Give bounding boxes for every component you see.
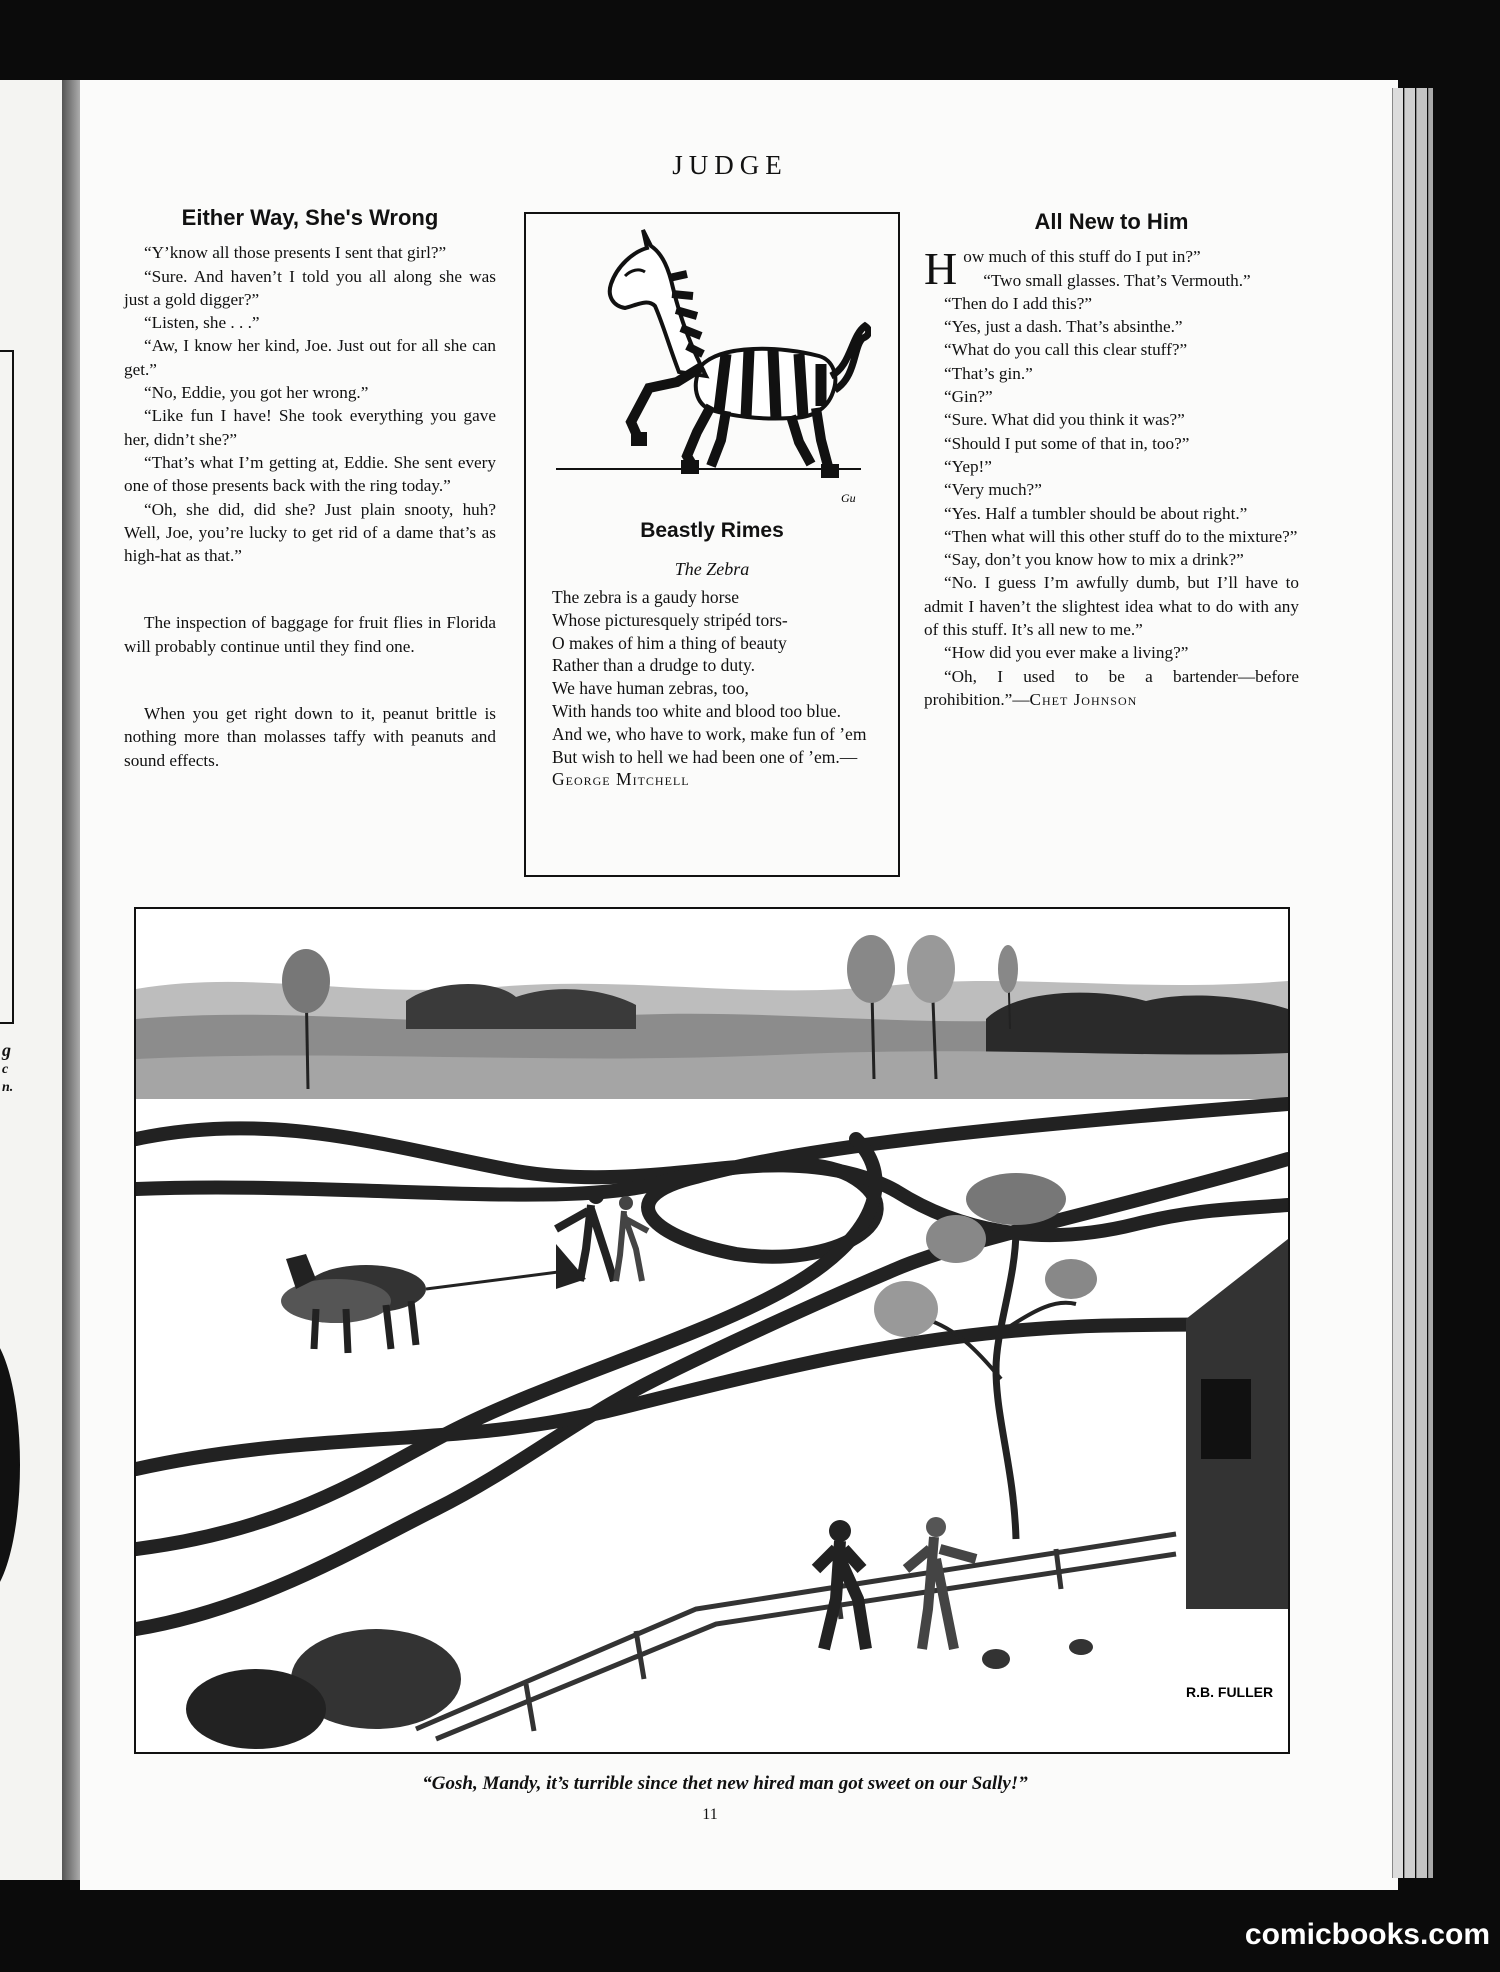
dialogue-line: “Sure. What did you think it was?” [944, 410, 1185, 430]
right-column-author: Chet Johnson [1029, 689, 1138, 709]
poem-line: Whose picturesquely stripéd tors- [552, 609, 788, 630]
poem-box [524, 212, 900, 877]
previous-page-artwork [0, 1330, 20, 1600]
dialogue-line: “Yes, just a dash. That’s absinthe.” [944, 317, 1183, 337]
filler-paragraph: The inspection of baggage for fruit flies in Florida will probably continue until they find one. [124, 613, 496, 656]
dialogue-line: “Like fun I have! She took everything you gave her, didn’t she?” [124, 406, 496, 449]
dialogue-line: “Very much?” [944, 480, 1042, 500]
poem-line: But wish to hell we had been one of ’em.— [552, 746, 858, 767]
dialogue-line: “Listen, she . . .” [144, 313, 260, 333]
dialogue-line: “No, Eddie, you got her wrong.” [144, 383, 369, 403]
page-stack-edge [1428, 88, 1433, 1878]
cartoon-caption: “Gosh, Mandy, it’s turrible since thet new hired man got sweet on our Sally!” [422, 1773, 1028, 1794]
poem-title: Beastly Rimes [640, 519, 784, 542]
dialogue-line: “Sure. And haven’t I told you all along she was just a gold digger?” [124, 266, 496, 309]
dialogue-line: “Say, don’t you know how to mix a drink?” [944, 550, 1244, 570]
poem-line: With hands too white and blood too blue. [552, 700, 841, 721]
dialogue-line: “How did you ever make a living?” [944, 643, 1189, 663]
dialogue-line: “Oh, she did, did she? Just plain snooty, huh? Well, Joe, you’re lucky to get rid of a dame that’s as high-hat as that.” [124, 499, 496, 566]
poem-line: The zebra is a gaudy horse [552, 587, 740, 607]
previous-page-fragment: c [2, 1062, 9, 1077]
right-column [924, 210, 1299, 711]
masthead: JUDGE [672, 150, 788, 180]
dialogue-line: “Then do I add this?” [944, 293, 1092, 313]
page-stack-edge [1404, 88, 1415, 1878]
cartoon-illustration [134, 907, 1290, 1754]
dialogue-line: “That’s what I’m getting at, Eddie. She sent every one of those presents back with the ring today.” [124, 452, 496, 496]
dialogue-line: “What do you call this clear stuff?” [944, 340, 1188, 360]
poem-line: We have human zebras, too, [552, 678, 749, 699]
dialogue-line: “Yes. Half a tumbler should be about right.” [944, 503, 1248, 523]
dialogue-line: “Then what will this other stuff do to the mixture?” [944, 526, 1298, 546]
poem-line: Rather than a drudge to duty. [552, 655, 755, 676]
dialogue-line: “Yep!” [944, 456, 992, 476]
poem-body [552, 586, 882, 791]
previous-page-fragment: g [2, 1040, 11, 1060]
right-column-title: All New to Him [1034, 209, 1189, 234]
drop-cap: H [924, 243, 958, 295]
page-stack-edge [1416, 88, 1427, 1878]
page-stack-edge [1392, 88, 1403, 1878]
dialogue-line: “No. I guess I’m awfully dumb, but I’ll have to admit I haven’t the slightest idea what to do with any of this stuff. It’s all new to me.” [924, 573, 1299, 640]
left-column [124, 206, 496, 772]
dialogue-line: “Should I put some of that in, too?” [944, 433, 1190, 453]
page-number: 11 [702, 1806, 718, 1823]
previous-page-frame [0, 350, 14, 1024]
dialogue-line: “Oh, I used to be a bartender—before prohibition.”— [924, 666, 1299, 709]
dialogue-line: “Two small glasses. That’s Vermouth.” [983, 270, 1251, 290]
poem-author: George Mitchell [552, 769, 690, 790]
poem-line: And we, who have to work, make fun of ’em [552, 723, 867, 744]
artist-signature: R.B. FULLER [1186, 1684, 1274, 1700]
dialogue-line: “Y’know all those presents I sent that girl?” [144, 243, 447, 263]
dialogue-line: “Aw, I know her kind, Joe. Just out for all she can get.” [124, 336, 496, 379]
previous-page-fragment: n. [2, 1080, 14, 1095]
filler-paragraph: When you get right down to it, peanut brittle is nothing more than molasses taffy with peanuts and sound effects. [124, 704, 496, 770]
site-watermark: comicbooks.com [1244, 1918, 1490, 1951]
dialogue-line: “Gin?” [944, 387, 993, 407]
artist-mark: Gu [841, 491, 856, 505]
left-column-title: Either Way, She's Wrong [181, 205, 439, 230]
dialogue-first-line: ow much of this stuff do I put in?” [963, 247, 1201, 267]
dialogue-line: “That’s gin.” [944, 363, 1033, 383]
poem-line: O makes of him a thing of beauty [552, 632, 787, 653]
poem-subtitle: The Zebra [674, 559, 750, 579]
zebra-illustration [551, 226, 871, 516]
